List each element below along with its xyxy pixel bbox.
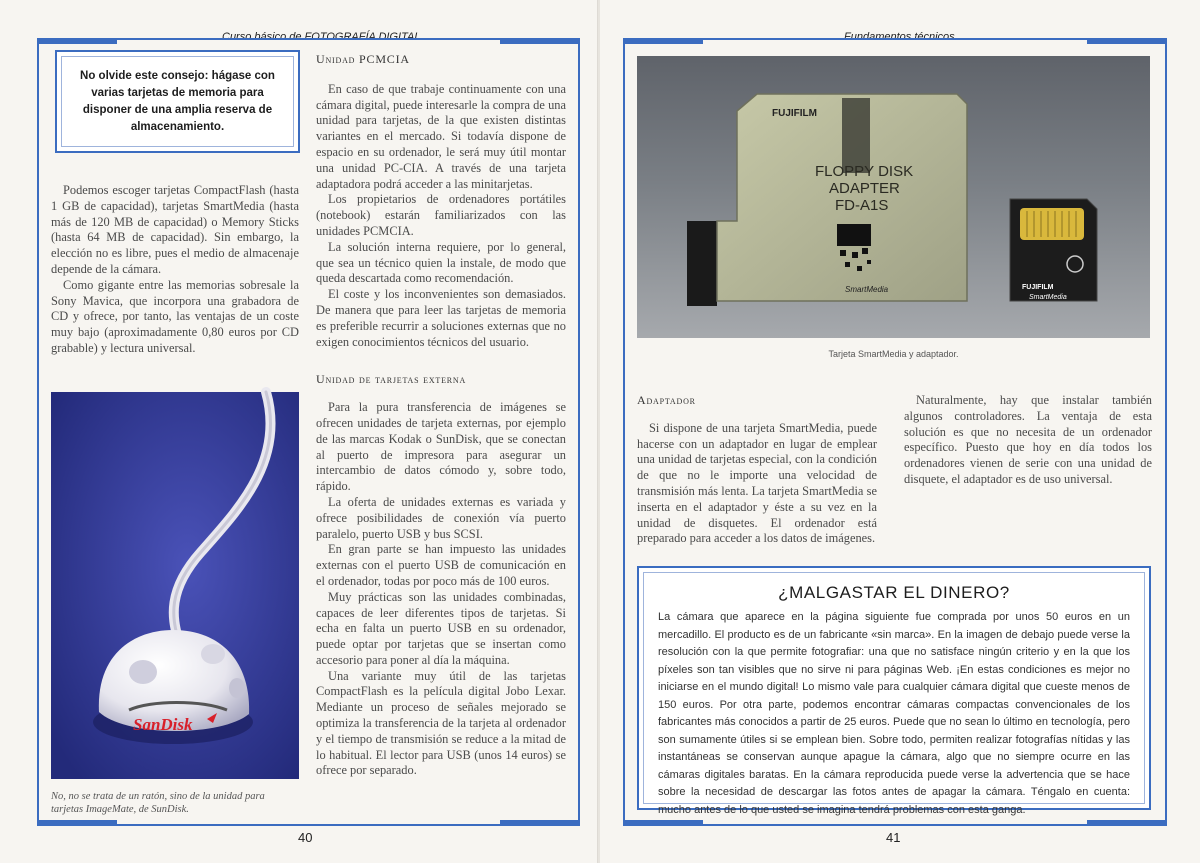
paragraph: Podemos escoger tarjetas CompactFlash (hasta 1 GB de capacidad), tarjetas SmartMedia (hasta más de 120 MB de capacidad) o Memory Sticks (hasta 64 MB de capacidad). Sin embargo, la elección no es libre, pues el medio de almacenaje depende de la cámara. — [51, 183, 299, 276]
paragraph: El coste y los inconvenientes son demasiados. De manera que para leer las tarjetas de memoria es preferible recurrir a soluciones externas que no exigen conocimientos técnicos del usuario. — [316, 287, 566, 349]
heading-pcmcia: Unidad PCMCIA — [316, 52, 410, 66]
adapter-line1: FLOPPY DISK — [815, 163, 914, 180]
card-smartmedia-label: SmartMedia — [1029, 294, 1067, 301]
adapter-line3: FD-A1S — [835, 197, 889, 214]
paragraph: La oferta de unidades externas es variada y ofrece posibilidades de conexión vía puerto paralelo, puerto USB y bus SCSI. — [316, 494, 566, 541]
paragraph: La solución interna requiere, por lo general, que sea un técnico quien la instale, de modo que queda descartada como recomendación. — [316, 239, 566, 286]
warning-box — [637, 566, 1151, 816]
paragraph: Una variante muy útil de las tarjetas CompactFlash es la película digital Jobo Lexar. Mediante un proceso de señales mejorado se optimiza la transferencia de la tarjeta al ordenador y el tiempo de transmisión se reduce a la mitad de lo habitual. El lector para USB (unos 14 euros) se ofrece por separado. — [316, 668, 566, 778]
page-number-right: 41 — [886, 830, 901, 845]
paragraph: Naturalmente, hay que instalar también algunos controladores. La ventaja de esta solución es que no necesita de un ordenador específico. Puesto que hoy en día todos los ordenadores vienen de serie con una unidad de disquete, el adaptador es de uso universal. — [904, 393, 1152, 486]
frame-accent — [623, 38, 703, 44]
middle-column-text — [316, 52, 566, 779]
tip-box — [55, 50, 300, 153]
left-column-text — [51, 183, 299, 357]
adapter-line2: ADAPTER — [829, 180, 900, 197]
caption-left: No, no se trata de un ratón, sino de la unidad para tarjetas ImageMate, de SunDisk. — [51, 791, 265, 815]
running-head-right: Fundamentos técnicos — [844, 31, 955, 43]
paragraph: Muy prácticas son las unidades combinadas, capaces de leer diferentes tipos de tarjetas. Si echa en falta un puerto USB en su ordenador, puede optar por tarjetas que se insertan como accesorio para poner al día la máquina. — [316, 589, 566, 667]
frame-accent — [37, 38, 117, 44]
adapter-column-right — [904, 393, 1152, 488]
page-number-left: 40 — [298, 830, 313, 845]
frame-accent — [1087, 38, 1167, 44]
left-page — [0, 0, 598, 863]
frame-accent — [623, 820, 703, 826]
smartmedia-adapter-photo — [637, 56, 1150, 338]
heading-external: Unidad de tarjetas externa — [316, 372, 467, 387]
paragraph: Los propietarios de ordenadores portátiles (notebook) estarán familiarizados con las unidades PCMCIA. — [316, 192, 566, 238]
frame-accent — [500, 38, 580, 44]
frame-accent — [37, 820, 117, 826]
sandisk-logo: SanDisk — [133, 715, 193, 734]
frame-accent — [500, 820, 580, 826]
frame-accent — [1087, 820, 1167, 826]
card-brand: FUJIFILM — [1022, 284, 1054, 291]
warning-title: ¿MALGASTAR EL DINERO? — [778, 583, 1010, 602]
paragraph: Como gigante entre las memorias sobresale la Sony Mavica, que incorpora una grabadora de CD y ofrece, por tanto, las ventajas de un coste muy bajo (aproximadamente 0,80 euros por CD grabable) y lectura universal. — [51, 277, 299, 355]
adapter-smartmedia-label: SmartMedia — [845, 285, 889, 294]
heading-adapter: Adaptador — [637, 393, 696, 407]
card-reader-photo — [51, 392, 299, 779]
paragraph: Si dispone de una tarjeta SmartMedia, puede hacerse con un adaptador en lugar de emplear una unidad de tarjetas especial, con la condición de que no le importe una velocidad de transmisión más lenta. La tarjeta SmartMedia se inserta en el adaptador y éste a su vez en la unidad de disquetes. El ordenador está preparado para acceder a los datos de imágenes. — [637, 420, 877, 546]
adapter-column-left — [637, 393, 877, 546]
warning-body: La cámara que aparece en la página siguiente fue comprada por unos 50 euros en un mercadillo. El producto es de un fabricante «sin marca». En la imagen de debajo puede verse la resolución con la que permite fotografiar: una que no satisface ningún criterio y en la que los píxeles son tan visibles que no sirve ni para páginas Web. ¡En estas condiciones es mejor no iniciarse en el mundo digital! Lo mismo vale para cualquier cámara digital que cueste menos de 150 euros. Por otra parte, podemos encontrar cámaras compactas convencionales de los fabricantes más conocidos a partir de 25 euros. Puede que no sean lo último en tecnología, pero son sumamente útiles si se emplean bien. Sobre todo, permiten realizar fotografías nítidas y las instantáneas se conservan aunque apague la cámara, algo que no siempre ocurre en las cámaras digitales baratas. En la cámara reproducida puede verse la advertencia que se hace sobre la necesidad de descargar las fotos antes de apagar la cámara. Téngalo en cuenta: mucho antes de lo que usted se imagina tendrá problemas con esta ganga. — [658, 611, 1130, 816]
paragraph: Para la pura transferencia de imágenes se ofrecen unidades de tarjeta externas, por ejemplo de las marcas Kodak o SunDisk, que se conectan al puerto de impresora para asegurar un intercambio de datos cómodo y, sobre todo, rápido. — [316, 400, 566, 494]
adapter-brand: FUJIFILM — [772, 108, 817, 119]
paragraph: En gran parte se han impuesto las unidades externas con el puerto USB de comunicación en el ordenador, todas por poco más de 100 euros. — [316, 542, 566, 588]
running-head-left: Curso básico de FOTOGRAFÍA DIGITAL — [222, 31, 421, 43]
tip-text: No olvide este consejo: hágase con varias tarjetas de memoria para disponer de una amplia reserva de almacenamiento. — [80, 69, 275, 133]
paragraph: En caso de que trabaje continuamente con una cámara digital, puede interesarle la compra de una unidad para tarjetas, de la que existen distintas variantes en el mercado. Si todavía dispone de espacio en su ordenador, le será muy útil montar una unidad PC-CIA. A través de una tarjeta adaptadora podrá acceder a las minitarjetas. — [316, 81, 566, 191]
caption-right: Tarjeta SmartMedia y adaptador. — [828, 349, 959, 359]
